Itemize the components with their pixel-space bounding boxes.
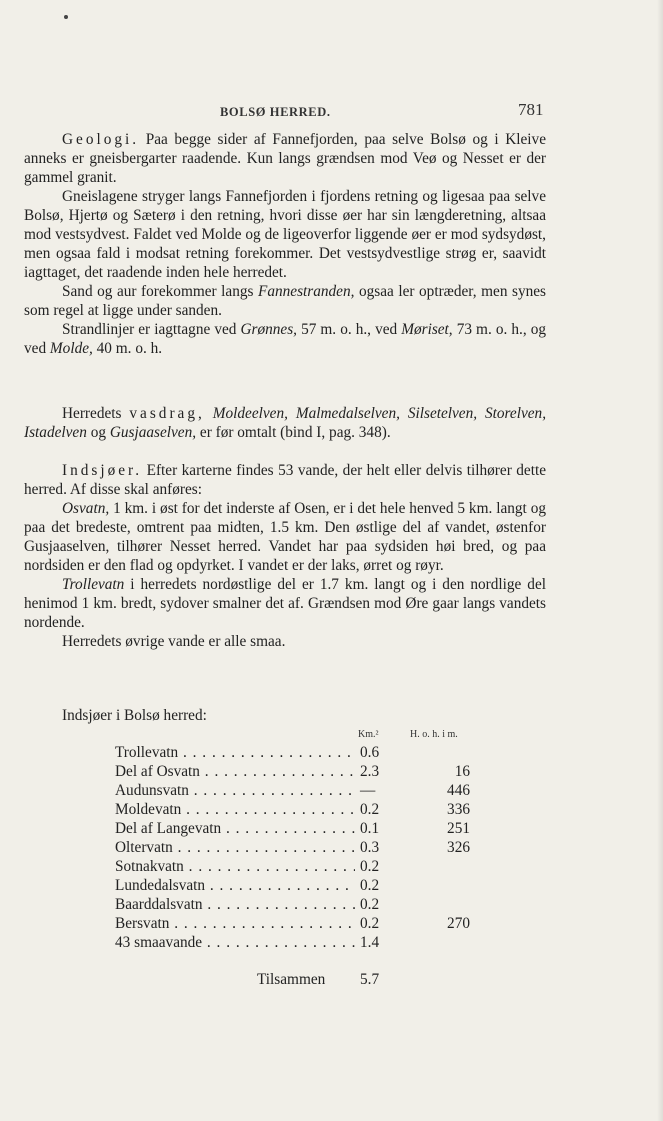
lake-area: 2.3 <box>360 763 380 780</box>
lake-trollevatn: Trollevatn <box>62 576 125 593</box>
lake-area: 0.3 <box>360 839 380 856</box>
ink-dot <box>64 15 68 19</box>
river-gusjaaselven: Gusjaaselven, <box>109 424 197 441</box>
lake-name: Moldevatn . . . <box>115 800 355 819</box>
geologi-section <box>24 130 546 358</box>
lake-area: 0.2 <box>360 915 380 932</box>
place-fannestranden: Fannestranden, <box>258 283 355 300</box>
osvatn-text: 1 km. i øst for det inderste af Osen, er i det hele henved 5 km. langt og paa det bredeste, omtrent paa midten, 1.5 km. Den østlige del af vandet, østenfor Gusjaaselven, tilhører Nesset herred. Vandet har paa sydsiden høi bred, og paa nordsiden er den flad og opdyrket. I vandet er der laks, ørret og røyr. <box>24 500 546 574</box>
page-edge-shadow <box>657 0 663 1121</box>
table-row <box>115 857 475 876</box>
geologi-text-4d: 40 m. o. h. <box>96 340 163 357</box>
table-row <box>115 838 475 857</box>
indsjoer-paragraph-last: Herredets øvrige vande er alle smaa. <box>62 633 286 650</box>
geologi-text-3b: ogsaa ler optræder, men synes som regel at ligge under sanden. <box>24 283 547 319</box>
vasdrag-heading: vasdrag, <box>129 405 205 422</box>
lake-area: — <box>360 782 376 799</box>
lake-name: Del af Langevatn . . . <box>115 819 355 838</box>
lake-elevation: 16 <box>454 763 470 780</box>
total-value: 5.7 <box>360 971 380 988</box>
trollevatn-text: i herredets nordøstlige del er 1.7 km. langt og i den nordlige del henimod 1 km. bredt, sydover smalner det af. Grændsen mod Øre gaar langs vandets nordende. <box>24 576 546 631</box>
river-list: Moldeelven, Malmedalselven, Silsetelven, Storelven, Istadelven <box>24 405 547 441</box>
lake-name: Oltervatn . . . <box>115 838 355 857</box>
total-label: Tilsammen <box>257 971 326 988</box>
running-head: BOLSØ HERRED. <box>220 105 331 119</box>
geologi-text-3a: Sand og aur forekommer langs <box>62 283 254 300</box>
lake-area: 0.2 <box>360 896 380 913</box>
lake-area: 0.2 <box>360 858 380 875</box>
lake-area: 0.2 <box>360 877 380 894</box>
lake-area: 0.2 <box>360 801 380 818</box>
vasdrag-og: og <box>90 424 106 441</box>
table-row <box>115 762 475 781</box>
geologi-paragraph-1 <box>24 130 546 187</box>
lake-name: Trollevatn . . . <box>115 743 355 762</box>
trollevatn-paragraph <box>24 575 546 632</box>
lake-elevation: 326 <box>447 839 470 856</box>
indsjoer-section <box>24 461 546 651</box>
place-moriset: Møriset, <box>401 321 453 338</box>
table-row <box>115 876 475 895</box>
table-row <box>115 914 475 933</box>
geologi-heading: Geologi. <box>62 131 140 148</box>
geologi-text-4c: 73 m. o. h., og ved <box>24 321 547 357</box>
geologi-text-4b: 57 m. o. h., ved <box>301 321 398 338</box>
lake-name: Baarddalsvatn . . . <box>115 895 355 914</box>
table-row <box>115 743 475 762</box>
lake-area: 0.1 <box>360 820 380 837</box>
lake-area: 0.6 <box>360 744 380 761</box>
indsjoer-text-1: Efter karterne findes 53 vande, der helt eller delvis tilhører dette herred. Af disse skal anføres: <box>24 462 546 498</box>
column-header-elevation: H. o. h. i m. <box>410 729 458 740</box>
table-row <box>115 895 475 914</box>
geologi-paragraph-4 <box>24 320 546 358</box>
vasdrag-section <box>24 404 546 442</box>
lake-name: Lundedalsvatn . . . <box>115 876 355 895</box>
indsjoer-heading: Indsjøer. <box>62 462 143 479</box>
geologi-text-4a: Strandlinjer er iagttagne ved <box>62 321 237 338</box>
vasdrag-tail: er før omtalt (bind I, pag. 348). <box>199 424 391 441</box>
lake-name: Bersvatn . . . <box>115 914 355 933</box>
place-molde: Molde, <box>49 340 93 357</box>
table-row <box>115 781 475 800</box>
lake-name: Del af Osvatn . . . <box>115 762 355 781</box>
table-row <box>115 819 475 838</box>
lake-elevation: 251 <box>447 820 470 837</box>
vasdrag-paragraph <box>24 404 546 442</box>
lake-elevation: 270 <box>447 915 470 932</box>
lake-name: Sotnakvatn . . . <box>115 857 355 876</box>
lake-name: Audunsvatn . . . <box>115 781 355 800</box>
page-number: 781 <box>518 100 544 119</box>
geologi-paragraph-2: Gneislagene stryger langs Fannefjorden i fjordens retning og ligesaa paa selve Bolsø, Hjertø og Sæterø i den retning, hvori disse øer har sin længderetning, altsaa mod vestsydvest. Faldet ved Molde og de ligeoverfor liggende øer er mod sydsydøst, men ogsaa fald i modsat retning forekommer. Det vestsydvestlige strøg er, saavidt iagttaget, det raadende inden hele herredet. <box>24 188 546 281</box>
table-row <box>115 933 475 952</box>
geologi-paragraph-3 <box>24 282 546 320</box>
lake-table <box>115 743 475 952</box>
osvatn-paragraph <box>24 499 546 575</box>
lake-osvatn: Osvatn, <box>62 500 110 517</box>
lake-area: 1.4 <box>360 934 380 951</box>
lake-elevation: 446 <box>447 782 470 799</box>
lake-table-title: Indsjøer i Bolsø herred: <box>62 707 207 724</box>
lake-name: 43 smaavande . . . <box>115 933 355 952</box>
vasdrag-lead: Herredets <box>62 405 122 422</box>
place-gronnes: Grønnes, <box>240 321 297 338</box>
table-row <box>115 800 475 819</box>
indsjoer-paragraph-1 <box>24 461 546 499</box>
geologi-text-1: Paa begge sider af Fannefjorden, paa selve Bolsø og i Kleive anneks er gneisbergarter raadende. Kun langs grændsen mod Veø og Nesset er der gammel granit. <box>24 131 546 186</box>
lake-elevation: 336 <box>447 801 470 818</box>
column-header-km2: Km.² <box>358 729 379 740</box>
